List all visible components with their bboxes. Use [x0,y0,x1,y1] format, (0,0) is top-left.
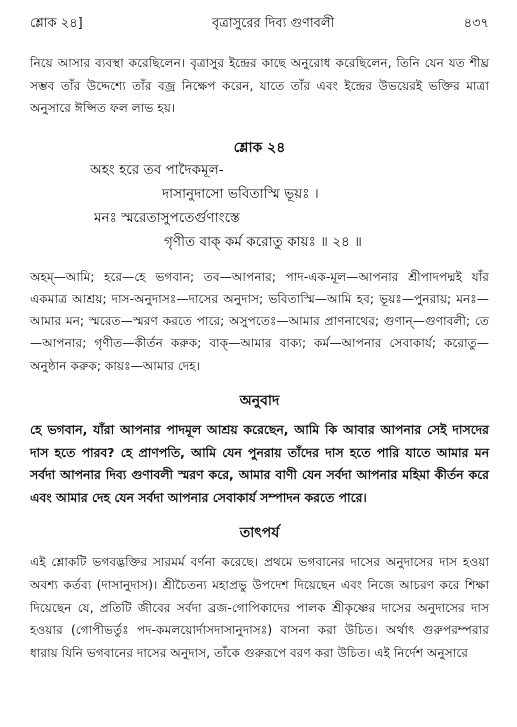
purport-paragraph: এই শ্লোকটি ভগবদ্ভক্তির সারমর্ম বর্ণনা করেছে। প্রথমে ভগবানের দাসের অনুদাসের দাস হওয়া অবশ্য কর্তব্য (দাসানুদাস)। শ্রীচৈতন্য মহাপ্রভু উপদেশ দিয়েছেন এবং নিজে আচরণ করে শিক্ষা দিয়েছেন যে, প্রতিটি জীবের সর্বদা ব্রজ-গোপিকাদের পালক শ্রীকৃষ্ণের দাসের অনুদাসের দাস হওয়ার (গোপীভর্তুঃ পদ-কমলয়োর্দাসদাসানুদাসঃ) বাসনা করা উচিত। অর্থাৎ গুরুপরম্পরার ধারায় যিনি ভগবানের দাসের অনুদাস, তাঁকে গুরুরূপে বরণ করা উচিত। এই নির্দেশ অনুসারে [30,555,489,660]
translation-title: অনুবাদ [239,392,280,409]
page-number: ৪৩৭ [463,16,489,31]
verse-line-4: গৃণীত বাক্ কর্ম করোতু কায়ঃ ॥ ২৪ ॥ [164,233,362,250]
verse-line-1: অহং হরে তব পাদৈকমূল- [90,161,224,178]
verse-line-2: দাসানুদাসো ভবিতাস্মি ভূয়ঃ । [162,185,319,202]
translation-paragraph: হে ভগবান, যাঁরা আপনার পাদমূল আশ্রয় করেছেন, আমি কি আবার আপনার সেই দাসদের দাস হতে পারব? হে প্রাণপতি, আমি যেন পুনরায় তাঁদের দাস হতে পারি যাতে আমার মন সর্বদা আপনার দিব্য গুণাবলী স্মরণ করে, আমার বাণী যেন সর্বদা আপনার মহিমা কীর্তন করে এবং আমার দেহ যেন সর্বদা আপনার সেবাকার্য সম্পাদন করতে পারে। [30,421,489,505]
purport-title: তাৎপর্য [239,525,280,542]
header-chapter-title: বৃত্রাসুরের দিব্য গুণাবলী [212,16,335,31]
verse-line-3: মনঃ স্মরেতাসুপতের্গুণাংস্তে [94,209,240,226]
verse-title: শ্লোক ২৪ [233,139,286,156]
intro-paragraph: নিয়ে আসার ব্যবস্থা করেছিলেন। বৃত্রাসুর ইন্দ্রের কাছে অনুরোধ করেছিলেন, তিনি যেন যত শীঘ্র সম্ভব তাঁর উদ্দেশ্যে তাঁর বজ্র নিক্ষেপ করেন, যাতে তাঁর এবং ইন্দ্রের উভয়েরই ভক্তির মাত্রা অনুসারে ঈপ্সিত ফল লাভ হয়। [30,56,489,115]
header-verse-ref: শ্লোক ২৪] [30,16,83,31]
synonyms-paragraph: অহম্—আমি; হরে—হে ভগবান; তব—আপনার; পাদ-এক-মূল—আপনার শ্রীপাদপদ্মই যাঁর একমাত্র আশ্রয়; দাস-অনুদাসঃ—দাসের অনুদাস; ভবিতাস্মি—আমি হব; ভূয়ঃ—পুনরায়; মনঃ—আমার মন; স্মরেত—স্মরণ করতে পারে; অসুপতেঃ—আমার প্রাণনাথের; গুণান্—গুণাবলী; তে—আপনার; গৃণীত—কীর্তন করুক; বাক্—আমার বাক্য; কর্ম—আপনার সেবাকার্য; করোতু—অনুষ্ঠান করুক; কায়ঃ—আমার দেহ। [30,269,489,373]
page-header [30,14,489,36]
